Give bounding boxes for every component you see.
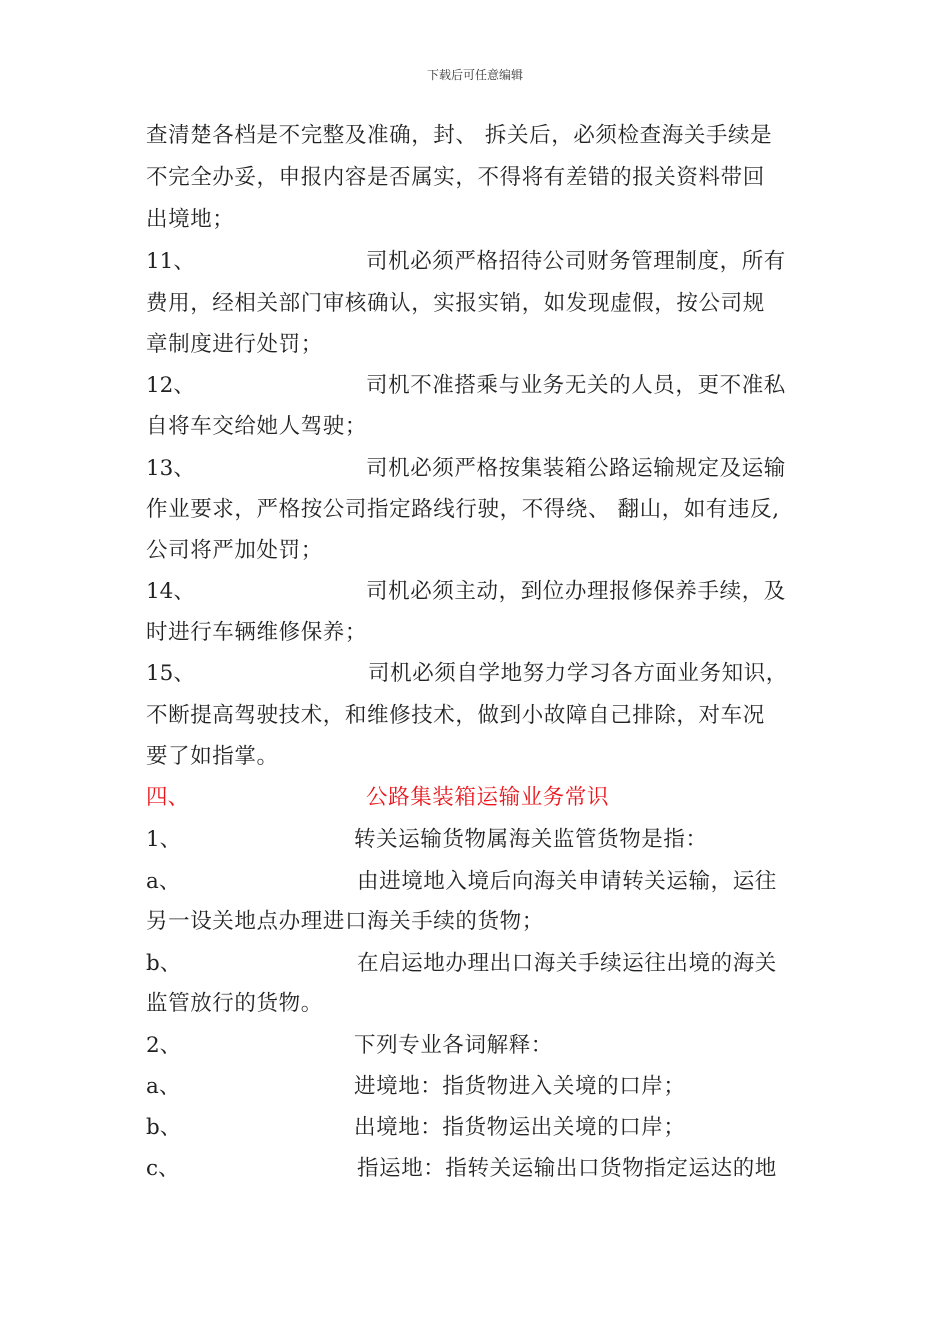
body-line: 要了如指掌。 (146, 744, 279, 769)
body-line: 指运地：指转关运输出口货物指定运达的地 (357, 1156, 777, 1181)
item-number: 1、 (146, 827, 182, 852)
item-letter: b、 (146, 1115, 182, 1140)
body-line: 公司将严加处罚； (146, 538, 323, 563)
body-line: 司机不准搭乘与业务无关的人员，更不准私 (366, 373, 786, 398)
body-line: 司机必须严格招待公司财务管理制度，所有 (366, 249, 786, 274)
body-line: 费用，经相关部门审核确认，实报实销，如发现虚假，按公司规 (146, 291, 765, 316)
item-letter: c、 (146, 1156, 180, 1181)
body-line: 查清楚各档是不完整及准确，封、 拆关后，必须检查海关手续是 (146, 123, 773, 148)
item-number: 12、 (146, 373, 195, 398)
item-letter: a、 (146, 869, 181, 894)
item-number: 2、 (146, 1033, 182, 1058)
body-line: 出境地：指货物运出关境的口岸； (354, 1115, 686, 1140)
body-line: 时进行车辆维修保养； (146, 620, 368, 645)
page-header: 下载后可任意编辑 (426, 68, 523, 82)
section-number: 四、 (146, 785, 190, 810)
body-line: 司机必须自学地努力学习各方面业务知识， (368, 661, 788, 686)
item-number: 15、 (146, 661, 195, 686)
body-line: 监管放行的货物。 (146, 991, 323, 1016)
body-line: 作业要求，严格按公司指定路线行驶，不得绕、 翻山，如有违反, (146, 497, 780, 522)
body-line: 另一设关地点办理进口海关手续的货物； (146, 909, 544, 934)
body-line: 转关运输货物属海关监管货物是指： (354, 827, 708, 852)
body-line: 下列专业各词解释： (354, 1033, 553, 1058)
body-line: 进境地：指货物进入关境的口岸； (354, 1074, 686, 1099)
body-line: 章制度进行处罚； (146, 332, 323, 357)
body-line: 出境地； (146, 207, 235, 232)
body-line: 由进境地入境后向海关申请转关运输，运往 (357, 869, 777, 894)
body-line: 自将车交给她人驾驶； (146, 414, 368, 439)
item-number: 11、 (146, 249, 195, 274)
item-letter: a、 (146, 1074, 181, 1099)
body-line: 司机必须严格按集装箱公路运输规定及运输 (366, 456, 786, 481)
item-letter: b、 (146, 951, 182, 976)
body-line: 在启运地办理出口海关手续运往出境的海关 (357, 951, 777, 976)
item-number: 14、 (146, 579, 195, 604)
section-heading: 公路集装箱运输业务常识 (366, 785, 610, 810)
body-line: 不完全办妥，申报内容是否属实，不得将有差错的报关资料带回 (146, 165, 765, 190)
item-number: 13、 (146, 456, 195, 481)
body-line: 司机必须主动，到位办理报修保养手续，及 (366, 579, 786, 604)
body-line: 不断提高驾驶技术，和维修技术，做到小故障自己排除，对车况 (146, 703, 765, 728)
